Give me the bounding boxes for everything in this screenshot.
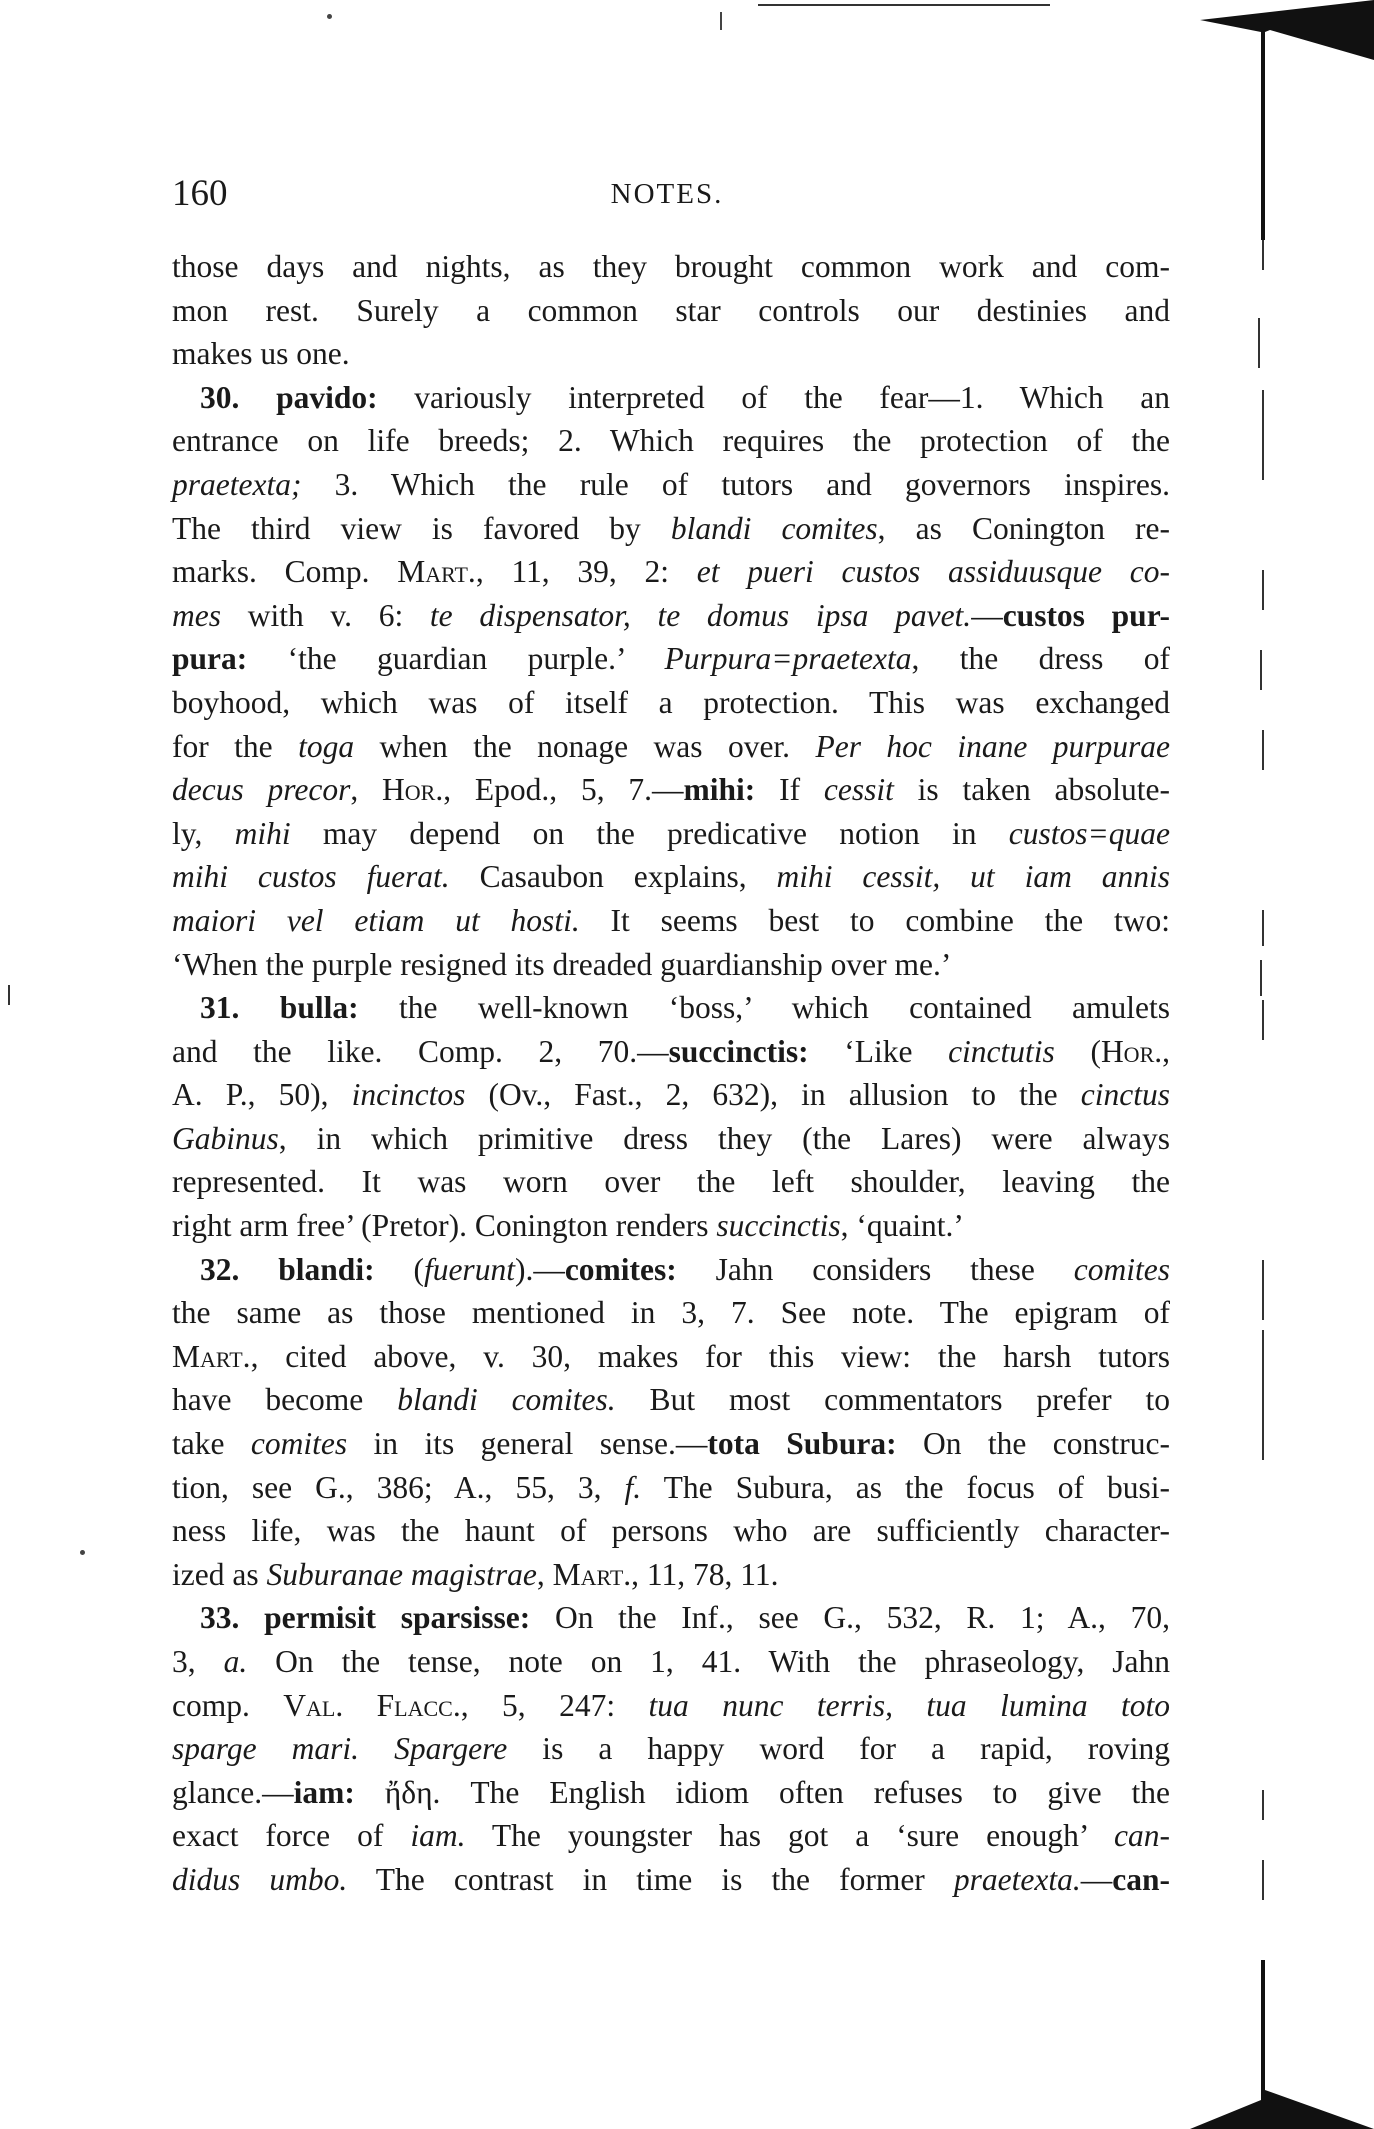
text-run: ly,	[172, 815, 235, 851]
text-run: On the Inf., see G., 532, R. 1; A., 70,	[530, 1600, 1171, 1636]
text-run: (	[1054, 1033, 1101, 1069]
text-run: ,	[536, 1556, 553, 1592]
text-run: On the tense, note on 1, 41. With the phraseology, Jahn	[247, 1644, 1171, 1679]
text-line	[172, 725, 1170, 769]
italic-run: didus umbo.	[172, 1861, 348, 1897]
margin-mark	[1262, 910, 1264, 946]
text-run: ized as	[172, 1556, 267, 1592]
text-line	[172, 332, 1170, 376]
text-run: boyhood, which was of itself a protection. This was exchanged	[172, 684, 1170, 720]
text-run: tion, see G., 386; A., 55, 3,	[172, 1469, 625, 1505]
text-run: in its general sense.—	[347, 1426, 708, 1462]
text-line	[172, 943, 1170, 987]
running-head: NOTES.	[610, 178, 724, 210]
italic-run: toga	[298, 728, 355, 764]
text-line	[172, 1553, 1170, 1597]
italic-run: mihi cessit, ut iam annis	[776, 859, 1170, 895]
lemma: mihi:	[683, 772, 756, 808]
italic-run: succinctis	[716, 1208, 841, 1244]
lemma: comites:	[564, 1251, 677, 1287]
top-tick-mark	[720, 12, 722, 30]
text-run: represented. It was worn over the left shoulder, leaving the	[172, 1164, 1170, 1200]
text-run: Casaubon explains,	[449, 859, 777, 895]
italic-run: iam.	[410, 1818, 466, 1854]
text-line	[172, 1640, 1170, 1684]
lemma: 33. permisit sparsisse:	[200, 1600, 531, 1636]
text-line	[172, 419, 1170, 463]
text-run: , 11, 39, 2:	[475, 554, 697, 590]
text-line	[172, 1466, 1170, 1510]
lemma: 31. bulla:	[200, 990, 359, 1026]
margin-mark	[1262, 1000, 1264, 1040]
text-run: makes us one.	[172, 336, 350, 372]
text-run: mon rest. Surely a common star controls our destinies and	[172, 292, 1170, 328]
text-run: , in which primitive dress they (the Lares) were always	[278, 1120, 1170, 1156]
text-run: when the nonage was over.	[354, 728, 816, 764]
italic-run: Suburanae magistrae	[266, 1556, 537, 1592]
text-run: , cited above, v. 30, makes for this view: the harsh tutors	[250, 1338, 1170, 1374]
italic-run: tua nunc terris, tua lumina toto	[648, 1687, 1170, 1723]
italic-run: custos=quae	[1008, 815, 1170, 851]
text-line	[172, 507, 1170, 551]
text-line	[172, 245, 1170, 289]
text-run: ἤδη. The English idiom often refuses to give the	[354, 1774, 1170, 1810]
text-run: for the	[172, 728, 299, 764]
text-line	[172, 1073, 1170, 1117]
italic-run: Spargere	[394, 1731, 508, 1767]
italic-run: f.	[624, 1469, 642, 1505]
margin-mark	[1262, 570, 1264, 610]
left-margin-mark	[8, 985, 10, 1005]
text-run: But most commentators prefer to	[615, 1382, 1170, 1418]
author-abbrev: Mart.	[552, 1556, 632, 1592]
text-run: 3,	[172, 1644, 224, 1679]
author-abbrev: Val. Flacc.	[283, 1687, 461, 1723]
margin-mark	[1262, 390, 1264, 480]
lemma: iam:	[293, 1774, 355, 1810]
lemma: succinctis:	[668, 1033, 809, 1069]
text-run: ‘When the purple resigned its dreaded guardianship over me.’	[172, 946, 952, 982]
italic-run: Per hoc inane purpurae	[815, 728, 1170, 764]
top-rule	[758, 4, 1050, 6]
text-run: ness life, was the haunt of persons who are sufficiently character-	[172, 1513, 1170, 1549]
italic-run: Purpura=praetexta	[664, 641, 912, 677]
italic-run: sparge mari.	[172, 1731, 360, 1767]
text-run: is taken absolute-	[893, 772, 1170, 808]
text-run: ‘Like	[808, 1033, 949, 1069]
margin-mark	[1262, 1330, 1264, 1460]
italic-run: blandi comites	[670, 510, 878, 546]
lemma: tota Subura:	[707, 1426, 897, 1462]
author-abbrev: Mart.	[397, 554, 476, 590]
italic-run: mihi custos fuerat.	[172, 859, 450, 895]
italic-run: incinctos	[351, 1077, 466, 1113]
page-header	[172, 172, 1162, 222]
italic-run: te dispensator, te domus ipsa pavet.	[429, 597, 972, 633]
text-line	[172, 1204, 1170, 1248]
text-run: A. P., 50),	[172, 1077, 352, 1113]
margin-mark	[1262, 1790, 1264, 1820]
italic-run: et pueri custos assiduusque co-	[696, 554, 1170, 590]
text-run: , Epod., 5, 7.—	[443, 772, 684, 808]
text-line	[172, 463, 1170, 507]
text-run: The contrast in time is the former	[347, 1861, 954, 1897]
text-line	[172, 1291, 1170, 1335]
italic-run: praetexta.	[953, 1861, 1081, 1897]
text-line	[172, 899, 1170, 943]
text-line	[172, 812, 1170, 856]
text-line	[172, 768, 1170, 812]
margin-mark	[1258, 318, 1260, 368]
text-run: have become	[172, 1382, 398, 1418]
note-30-heading-line	[172, 376, 1170, 420]
text-run: , ‘quaint.’	[840, 1208, 964, 1244]
italic-run: blandi comites.	[397, 1382, 616, 1418]
text-run: On the construc-	[896, 1426, 1171, 1462]
margin-mark	[1260, 960, 1262, 996]
text-run: ‘the guardian purple.’	[247, 641, 665, 677]
text-run: take	[172, 1426, 251, 1462]
author-abbrev: Hor.	[382, 772, 444, 808]
text-run: those days and nights, as they brought common work and com-	[172, 249, 1170, 284]
italic-run: mihi	[234, 815, 291, 851]
italic-run: a.	[223, 1644, 248, 1679]
text-run: the well-known ‘boss,’ which contained amulets	[358, 990, 1170, 1026]
italic-run: praetexta;	[172, 466, 302, 502]
text-run: Jahn considers these	[676, 1251, 1074, 1287]
text-line	[172, 681, 1170, 725]
text-run: and the like. Comp. 2, 70.—	[172, 1033, 669, 1069]
italic-run: cessit	[823, 772, 894, 808]
italic-run: maiori vel etiam ut hosti.	[172, 902, 580, 938]
text-line	[172, 1858, 1170, 1902]
notes-body	[172, 245, 1170, 1902]
text-line	[172, 1771, 1170, 1815]
text-run: —	[1080, 1861, 1113, 1897]
italic-run: Gabinus	[172, 1120, 279, 1156]
text-line	[172, 550, 1170, 594]
text-run: If	[755, 772, 824, 808]
note-33-heading-line	[172, 1596, 1170, 1640]
italic-run: fuerunt	[423, 1251, 515, 1287]
scan-speck	[327, 14, 332, 19]
margin-mark	[1260, 650, 1262, 690]
text-run: , as Conington re-	[877, 510, 1170, 546]
italic-run: cinctutis	[948, 1033, 1055, 1069]
text-line	[172, 1684, 1170, 1728]
lemma: 30. pavido:	[200, 379, 378, 415]
text-line	[172, 1422, 1170, 1466]
margin-mark	[1262, 1860, 1264, 1900]
lemma: pura:	[172, 641, 248, 677]
italic-run: can-	[1114, 1818, 1170, 1854]
text-run: variously interpreted of the fear—1. Which an	[377, 379, 1170, 415]
text-run: , 11, 78, 11.	[631, 1556, 779, 1592]
italic-run: comites	[250, 1426, 348, 1462]
text-run	[359, 1731, 394, 1766]
note-31-heading-line	[172, 986, 1170, 1030]
lemma: 32. blandi:	[200, 1251, 375, 1287]
left-margin-dot	[80, 1550, 85, 1555]
text-line	[172, 1117, 1170, 1161]
text-line	[172, 637, 1170, 681]
text-line	[172, 1030, 1170, 1074]
text-run: may depend on the predicative notion in	[290, 815, 1009, 851]
note-32-heading-line	[172, 1248, 1170, 1292]
text-run: , the dress of	[911, 641, 1170, 677]
italic-run: comites	[1073, 1251, 1170, 1287]
text-line	[172, 594, 1170, 638]
text-run: the same as those mentioned in 3, 7. See note. The epigram of	[172, 1295, 1170, 1331]
text-run: exact force of	[172, 1818, 411, 1854]
author-abbrev: Mart.	[172, 1338, 251, 1374]
text-run: It seems best to combine the two:	[579, 902, 1170, 938]
lemma: can-	[1112, 1861, 1170, 1897]
text-run: glance.—	[172, 1774, 294, 1810]
text-run: (	[374, 1251, 424, 1287]
text-line	[172, 1335, 1170, 1379]
italic-run: cinctus	[1080, 1077, 1170, 1113]
text-run: ).—	[514, 1251, 565, 1287]
text-run: ,	[350, 772, 383, 808]
page-number: 160	[172, 173, 228, 214]
text-line	[172, 1160, 1170, 1204]
italic-run: mes	[172, 597, 221, 633]
margin-mark	[1262, 240, 1264, 270]
text-run: The youngster has got a ‘sure enough’	[465, 1818, 1115, 1854]
text-run: comp.	[172, 1687, 284, 1723]
text-run: —	[971, 597, 1003, 633]
author-abbrev: Hor.	[1100, 1033, 1163, 1069]
text-run: The third view is favored by	[172, 510, 671, 546]
text-run: The Subura, as the focus of busi-	[641, 1469, 1170, 1505]
text-run: marks. Comp.	[172, 554, 398, 590]
margin-mark	[1262, 730, 1264, 770]
margin-mark	[1262, 1260, 1264, 1320]
text-line	[172, 1509, 1170, 1553]
text-run: entrance on life breeds; 2. Which requires the protection of the	[172, 423, 1170, 459]
text-run: 3. Which the rule of tutors and governors inspires.	[301, 466, 1170, 502]
italic-run: decus precor	[172, 772, 351, 808]
text-line	[172, 1378, 1170, 1422]
text-run: , 5, 247:	[460, 1687, 649, 1723]
lemma: custos pur-	[1002, 597, 1170, 633]
text-run: right arm free’ (Pretor). Conington renders	[172, 1208, 717, 1244]
text-run: with v. 6:	[221, 597, 430, 633]
text-run: is a happy word for a rapid, roving	[507, 1731, 1170, 1767]
text-line	[172, 1814, 1170, 1858]
text-run: (Ov., Fast., 2, 632), in allusion to the	[465, 1077, 1081, 1113]
text-line	[172, 289, 1170, 333]
text-line	[172, 1727, 1170, 1771]
text-line	[172, 855, 1170, 899]
text-run: ,	[1162, 1033, 1170, 1069]
